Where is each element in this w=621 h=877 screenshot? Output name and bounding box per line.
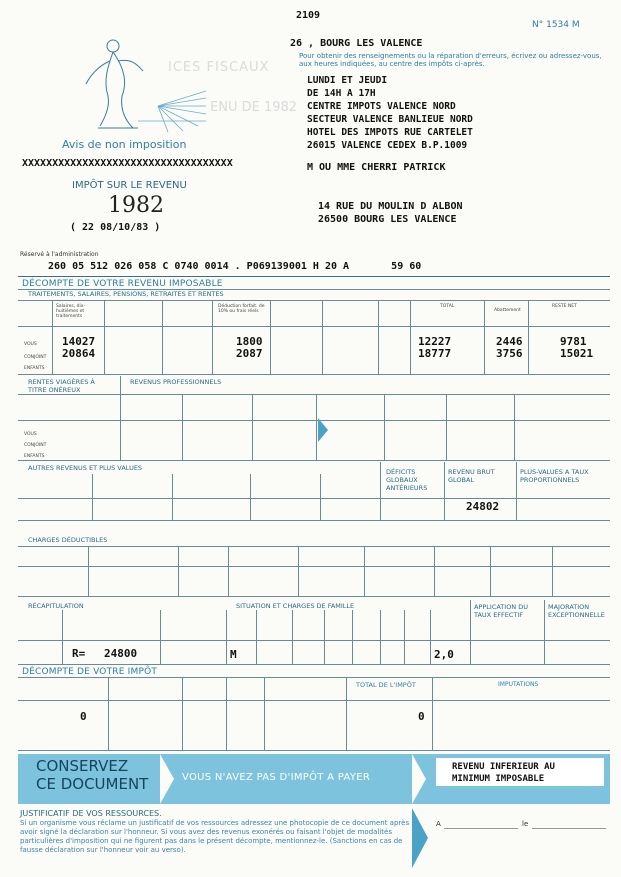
section-autres: AUTRES REVENUS ET PLUS VALUES bbox=[28, 464, 143, 472]
row-conjoint: CONJOINT bbox=[24, 355, 47, 360]
form-number: N° 1534 M bbox=[532, 20, 580, 30]
col-abattement: Abattement bbox=[494, 308, 521, 313]
section-charges: CHARGES DÉDUCTIBLES bbox=[28, 536, 108, 544]
total-values: 12227 18777 bbox=[418, 335, 452, 360]
section-prof: REVENUS PROFESSIONNELS bbox=[130, 378, 222, 386]
office-address: LUNDI ET JEUDI DE 14H A 17H CENTRE IMPOTS VALENCE NORD SECTEUR VALENCE BANLIEUE NORD HOTEL DES IMPOTS RUE CARTELET 26015 VALENCE CEDEX B.P.1009 bbox=[307, 75, 473, 151]
row-vous: VOUS bbox=[24, 342, 37, 347]
taxpayer-name: M OU MME CHERRI PATRICK bbox=[307, 162, 446, 173]
x-line: XXXXXXXXXXXXXXXXXXXXXXXXXXXXXXXXXXX bbox=[22, 158, 233, 169]
row-conjoint-2: CONJOINT bbox=[24, 443, 47, 448]
arrow-marker bbox=[318, 418, 328, 442]
banner-inferieur: REVENU INFERIEUR AU MINIMUM IMPOSABLE bbox=[452, 762, 555, 784]
section-deficits: DÉFICITS GLOBAUX ANTÉRIEURS bbox=[386, 468, 428, 492]
deduction-values: 1800 2087 bbox=[236, 335, 263, 360]
section-traitements: TRAITEMENTS, SALAIRES, PENSIONS, RETRAITES ET RENTES bbox=[28, 290, 224, 298]
section-imputations: IMPUTATIONS bbox=[498, 681, 539, 688]
row-enfants: ENFANTS bbox=[24, 366, 45, 371]
tax-year: 1982 bbox=[108, 193, 164, 218]
row-enfants-2: ENFANTS bbox=[24, 454, 45, 459]
notice-title: Avis de non imposition bbox=[62, 138, 187, 151]
ghost-text: ICES FISCAUX bbox=[168, 60, 270, 75]
ghost-text-2: ENU DE 1982 bbox=[210, 100, 298, 115]
recap-m: M bbox=[230, 648, 237, 661]
footer-le: le bbox=[522, 820, 529, 828]
banner-arrow bbox=[160, 754, 174, 804]
section-taux: APPLICATION DU TAUX EFFECTIF bbox=[474, 603, 528, 619]
recap-r-value: 24800 bbox=[104, 647, 138, 660]
col-reste: RESTE NET bbox=[552, 304, 577, 309]
tax-title: IMPÔT SUR LE REVENU bbox=[72, 180, 187, 191]
col-salaires: Salaires, dix-huitièmes et traitements bbox=[56, 304, 85, 319]
semeuse-logo bbox=[78, 36, 208, 136]
info-text: Pour obtenir des renseignements ou la réparation d'erreurs, écrivez ou adressez-vous, aux heures indiquées, au centre des impôts ci-après. bbox=[299, 52, 602, 68]
section-majoration: MAJORATION EXCEPTIONNELLE bbox=[548, 603, 605, 619]
abattement-values: 2446 3756 bbox=[496, 335, 523, 360]
banner-pas-impot: VOUS N'AVEZ PAS D'IMPÔT A PAYER bbox=[182, 772, 371, 783]
top-code: 2109 bbox=[296, 10, 321, 21]
impot-value-a: 0 bbox=[80, 710, 87, 723]
footer-text: Si un organisme vous réclame un justificatif de vos ressources adressez une photocopie de ce document après avoir signé la déclaration sur l'honneur. Si vous avez des revenus exonérés ou faisant l'objet de modalités particulières d'imposition qui ne figurent pas dans le présent décompte, mentionnez-le. (Sanctions en cas de fausse déclaration sur l'honneur voir au verso). bbox=[20, 819, 410, 854]
revenu-brut-value: 24802 bbox=[466, 500, 500, 513]
section-decompte-impot: DÉCOMPTE DE VOTRE IMPÔT bbox=[22, 667, 158, 677]
date-line: ( 22 08/10/83 ) bbox=[70, 222, 161, 233]
section-rentes: RENTES VIAGÈRES À TITRE ONÉREUX bbox=[28, 378, 95, 394]
reste-values: 9781 15021 bbox=[560, 335, 594, 360]
dept-line: 26 , BOURG LES VALENCE bbox=[290, 38, 423, 49]
recap-parts: 2,0 bbox=[434, 648, 454, 661]
section-situation: SITUATION ET CHARGES DE FAMILLE bbox=[236, 602, 355, 610]
footer-title: JUSTIFICATIF DE VOS RESSOURCES. bbox=[20, 809, 162, 818]
taxpayer-address: 14 RUE DU MOULIN D ALBON 26500 BOURG LES VALENCE bbox=[318, 201, 463, 225]
banner-conserve: CONSERVEZ CE DOCUMENT bbox=[36, 757, 149, 793]
recap-r-label: R= bbox=[72, 647, 86, 660]
section-decompte-revenu: DÉCOMPTE DE VOTRE REVENU IMPOSABLE bbox=[22, 279, 223, 289]
footer-arrow bbox=[412, 808, 428, 868]
admin-label: Réservé à l'administration bbox=[20, 251, 99, 258]
section-recap: RÉCAPITULATION bbox=[28, 602, 84, 610]
salaires-vous-conj: 14027 20864 bbox=[62, 335, 96, 360]
section-revenu-brut: REVENU BRUT GLOBAL bbox=[448, 468, 495, 484]
col-deduction: Déduction forfait. de 10% ou frais réels bbox=[218, 304, 265, 314]
col-total: TOTAL bbox=[440, 304, 455, 309]
footer-a: A bbox=[436, 820, 441, 828]
banner-arrow-2 bbox=[412, 754, 426, 804]
section-plus-values: PLUS-VALUES A TAUX PROPORTIONNELS bbox=[520, 468, 589, 484]
section-total-impot: TOTAL DE L'IMPÔT bbox=[356, 681, 416, 689]
admin-code: 260 05 512 026 058 C 0740 0014 . P069139001 H 20 A 59 60 bbox=[48, 261, 422, 272]
row-vous-2: VOUS bbox=[24, 432, 37, 437]
impot-value-b: 0 bbox=[418, 710, 425, 723]
